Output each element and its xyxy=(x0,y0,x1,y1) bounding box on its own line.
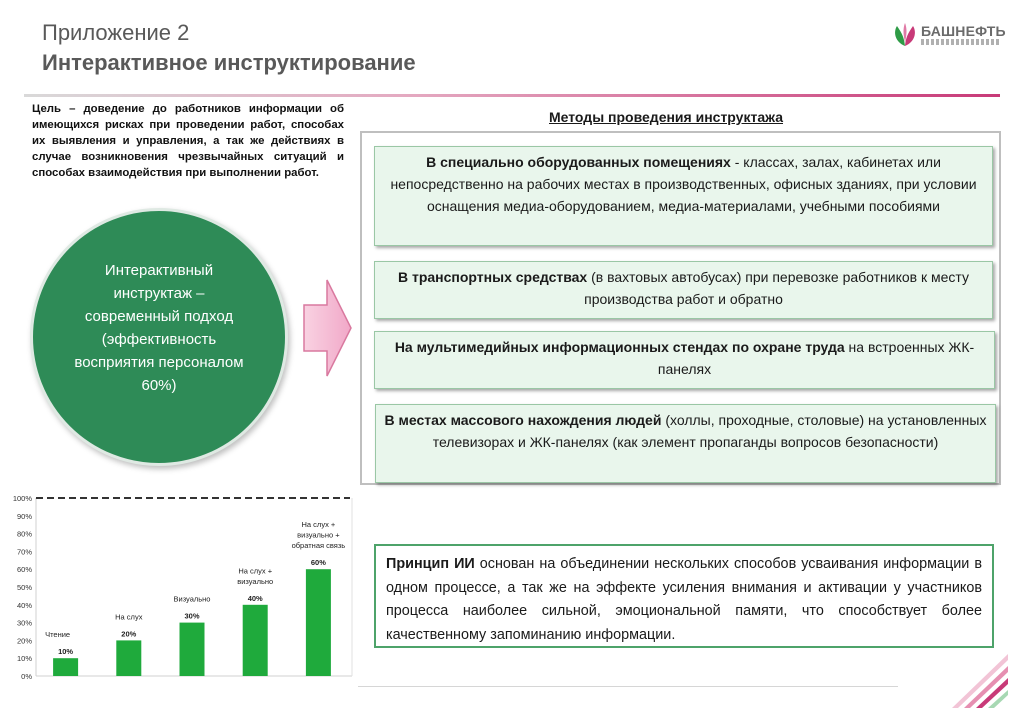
y-tick-label: 80% xyxy=(16,529,32,539)
circle-text: Интерактивный инструктаж – современный подход (эффективность восприятия персоналом 60%) xyxy=(74,262,244,394)
method-rooms-text: - классах, залах, кабинетах или непосредственно на рабочих местах в производственных, офисных зданиях, при условии оснащения медиа-оборудованием, медиа-материалами, учебными пособиями xyxy=(390,154,977,214)
y-tick-label: 10% xyxy=(16,654,32,664)
logo-leaf-icon xyxy=(893,22,917,48)
bar xyxy=(116,640,141,676)
effectiveness-chart xyxy=(0,488,360,688)
header-divider xyxy=(24,94,1000,97)
y-tick-label: 100% xyxy=(12,494,32,503)
method-transport-bold: В транспортных средствах xyxy=(397,269,588,285)
page-title xyxy=(42,18,416,78)
category-label: визуально + xyxy=(297,530,340,540)
method-public-text: (холлы, проходные, столовые) на установленных телевизорах и ЖК-панелях (как элемент пропаганды вопросов безопасности) xyxy=(432,412,987,450)
methods-title: Методы проведения инструктажа xyxy=(549,109,783,125)
bottom-divider xyxy=(358,686,898,687)
goal-text: Цель – доведение до работников информации об имеющихся рисках при проведении работ, способах их выявления и управления, а так же действиях в случае возникновения чрезвычайных ситуаций и способах взаимодействия при выполнении работ. xyxy=(32,103,344,179)
bar xyxy=(53,658,78,676)
bar-value-label: 40% xyxy=(247,593,263,603)
bar-value-label: 10% xyxy=(58,647,74,657)
bashneft-logo xyxy=(893,22,1006,50)
category-label: На слух + xyxy=(301,520,336,530)
principle-box xyxy=(374,544,994,648)
method-stands-bold: На мультимедийных информационных стендах по охране труда xyxy=(394,339,845,355)
method-transport xyxy=(374,261,993,319)
category-label: На слух xyxy=(115,612,143,622)
category-label: На слух + xyxy=(238,566,273,576)
principle-bold: Принцип ИИ xyxy=(386,556,475,572)
y-tick-label: 20% xyxy=(16,636,32,646)
y-tick-label: 50% xyxy=(16,583,32,592)
logo-name: БАШНЕФТЬ xyxy=(921,23,1006,39)
method-public-places xyxy=(375,404,996,483)
title-line-2: Интерактивное инструктирование xyxy=(42,50,416,75)
y-tick-label: 60% xyxy=(16,565,32,575)
method-rooms-bold: В специально оборудованных помещениях xyxy=(426,154,731,170)
method-public-bold: В местах массового нахождения людей xyxy=(384,412,662,428)
bar xyxy=(243,605,268,676)
principle-text: основан на объединении нескольких способов усваивания информации в одном процессе, а так же на эффекте усиления внимания и активации у участников процесса наиболее сильной, эмоциональной памяти, что способствует более качественному запоминанию информации. xyxy=(386,556,982,643)
bar-value-label: 30% xyxy=(184,611,200,621)
category-label: Визуально xyxy=(173,594,211,604)
method-transport-text: (в вахтовых автобусах) при перевозке работников к месту производства работ и обратно xyxy=(584,269,969,307)
logo-subtitle xyxy=(921,39,1001,45)
interactive-circle xyxy=(30,208,288,466)
method-stands xyxy=(374,331,995,389)
title-line-1: Приложение 2 xyxy=(42,20,190,45)
method-stands-text: на встроенных ЖК-панелях xyxy=(657,339,975,377)
category-label: визуально xyxy=(237,576,274,586)
pink-arrow-icon xyxy=(303,278,353,378)
y-tick-label: 70% xyxy=(16,547,32,557)
y-tick-label: 0% xyxy=(21,672,32,681)
bar-value-label: 20% xyxy=(121,629,137,639)
bar xyxy=(306,569,331,676)
corner-swoosh-icon xyxy=(950,650,1010,710)
bar xyxy=(180,623,205,676)
method-rooms xyxy=(374,146,993,246)
y-tick-label: 90% xyxy=(16,511,32,521)
y-tick-label: 40% xyxy=(16,600,32,610)
category-label: обратная связь xyxy=(291,541,346,551)
category-label: Чтение xyxy=(45,630,71,640)
y-tick-label: 30% xyxy=(16,618,32,628)
bar-value-label: 60% xyxy=(310,558,326,568)
